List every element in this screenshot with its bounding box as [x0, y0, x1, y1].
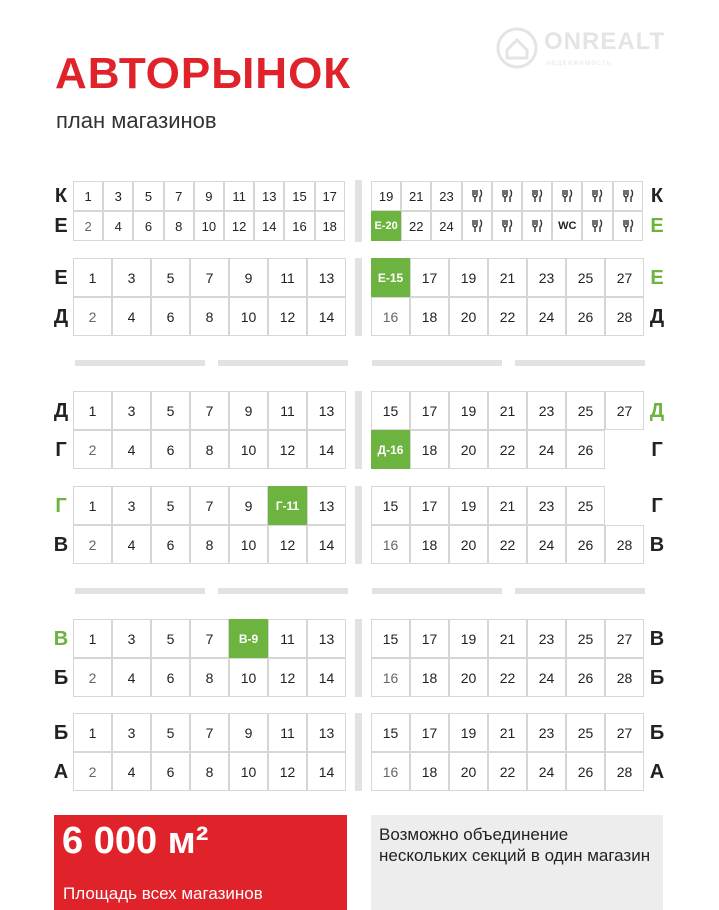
aisle-divider	[372, 588, 502, 594]
shop-cell[interactable]: 26	[566, 752, 605, 791]
shop-cell[interactable]: 8	[190, 752, 229, 791]
shop-cell[interactable]: 11	[268, 258, 307, 297]
aisle-divider	[515, 588, 645, 594]
fork-knife-icon	[470, 189, 484, 203]
food-court-cell[interactable]	[492, 211, 522, 241]
shop-cell[interactable]: 9	[229, 486, 268, 525]
shop-cell[interactable]: 22	[401, 211, 431, 241]
shop-cell[interactable]: 13	[307, 713, 346, 752]
shop-cell[interactable]: 19	[449, 619, 488, 658]
shop-cell[interactable]: 14	[307, 525, 346, 564]
shop-cell[interactable]: 9	[229, 258, 268, 297]
shop-cell[interactable]: 26	[566, 658, 605, 697]
fork-knife-icon	[500, 219, 514, 233]
shop-cell[interactable]: 13	[307, 391, 346, 430]
logo-subtext: недвижимость	[546, 58, 612, 67]
shop-cell[interactable]: 5	[151, 391, 190, 430]
row-label: Д	[649, 305, 665, 328]
shop-cell[interactable]: 4	[103, 211, 133, 241]
shop-cell[interactable]: 16	[371, 297, 410, 336]
shop-cell[interactable]: 19	[449, 258, 488, 297]
food-court-cell[interactable]	[522, 211, 552, 241]
shop-cell[interactable]: 18	[410, 297, 449, 336]
row-label: Д	[649, 399, 665, 422]
shop-cell[interactable]: 8	[190, 297, 229, 336]
row-label: Е	[54, 215, 68, 237]
shop-cell[interactable]: 17	[410, 391, 449, 430]
shop-cell[interactable]: 9	[194, 181, 224, 211]
shop-cell[interactable]: 23	[527, 713, 566, 752]
food-court-cell[interactable]	[582, 211, 612, 241]
shop-cell[interactable]: 1	[73, 181, 103, 211]
shop-cell[interactable]: 24	[527, 525, 566, 564]
shop-cell[interactable]: 4	[112, 525, 151, 564]
aisle-divider	[515, 360, 645, 366]
fork-knife-icon	[621, 219, 635, 233]
row-label: В	[649, 533, 665, 556]
shop-cell[interactable]: 17	[410, 258, 449, 297]
shop-cell[interactable]: 8	[190, 430, 229, 469]
shop-cell[interactable]: 19	[371, 181, 401, 211]
shop-cell-available[interactable]: Г-11	[268, 486, 307, 525]
shop-cell[interactable]: 20	[449, 525, 488, 564]
shop-cell[interactable]: 19	[449, 713, 488, 752]
shop-cell[interactable]: 1	[73, 619, 112, 658]
food-court-cell[interactable]	[522, 181, 552, 211]
shop-cell[interactable]: 17	[410, 486, 449, 525]
shop-cell[interactable]: 8	[190, 658, 229, 697]
shop-cell[interactable]: 25	[566, 619, 605, 658]
shop-cell[interactable]: 28	[605, 525, 644, 564]
shop-cell[interactable]: 1	[73, 391, 112, 430]
shop-cell[interactable]: 3	[112, 619, 151, 658]
shop-cell[interactable]: 7	[164, 181, 194, 211]
shop-cell[interactable]: 23	[431, 181, 461, 211]
shop-cell[interactable]: 14	[307, 658, 346, 697]
row-label: А	[53, 760, 69, 783]
center-aisle	[355, 619, 362, 697]
row-label: Б	[53, 721, 69, 744]
shop-cell[interactable]: 10	[229, 297, 268, 336]
shop-cell[interactable]: 17	[410, 619, 449, 658]
shop-cell[interactable]: 10	[229, 525, 268, 564]
shop-cell[interactable]: 12	[268, 525, 307, 564]
center-aisle	[355, 391, 362, 469]
shop-cell[interactable]: 21	[488, 619, 527, 658]
fork-knife-icon	[560, 189, 574, 203]
logo-text: ONREALT	[544, 28, 666, 55]
shop-cell[interactable]: 17	[315, 181, 345, 211]
shop-cell[interactable]: 24	[527, 752, 566, 791]
row-label: А	[649, 760, 665, 783]
shop-cell[interactable]: 3	[103, 181, 133, 211]
shop-cell[interactable]: 11	[268, 391, 307, 430]
shop-cell[interactable]: 22	[488, 658, 527, 697]
shop-cell[interactable]: 4	[112, 658, 151, 697]
shop-cell[interactable]: 27	[605, 258, 644, 297]
shop-cell[interactable]: 7	[190, 619, 229, 658]
shop-cell[interactable]: 15	[284, 181, 314, 211]
total-area-value: 6 000 м²	[62, 820, 209, 862]
shop-cell[interactable]: 3	[112, 391, 151, 430]
center-aisle	[355, 486, 362, 564]
shop-cell[interactable]: 16	[371, 658, 410, 697]
shop-cell[interactable]: 14	[307, 430, 346, 469]
shop-cell[interactable]: 23	[527, 258, 566, 297]
row-label: Б	[53, 666, 69, 689]
shop-cell[interactable]: 4	[112, 430, 151, 469]
food-court-cell[interactable]	[613, 211, 643, 241]
row-label: Г	[651, 494, 663, 517]
shop-cell[interactable]: 11	[268, 713, 307, 752]
shop-cell[interactable]: 19	[449, 391, 488, 430]
aisle-divider	[372, 360, 502, 366]
shop-cell[interactable]: 6	[151, 752, 190, 791]
shop-cell[interactable]: 5	[151, 486, 190, 525]
shop-cell[interactable]: 3	[112, 713, 151, 752]
shop-cell[interactable]: 27	[605, 391, 644, 430]
shop-cell[interactable]: 6	[151, 658, 190, 697]
shop-cell[interactable]: 10	[229, 658, 268, 697]
shop-cell[interactable]: 27	[605, 619, 644, 658]
shop-cell[interactable]: 18	[410, 525, 449, 564]
center-aisle	[355, 180, 362, 242]
shop-cell[interactable]: 5	[151, 619, 190, 658]
row-label: Г	[651, 438, 663, 461]
shop-cell[interactable]: 4	[112, 752, 151, 791]
shop-cell[interactable]: 5	[151, 713, 190, 752]
shop-cell[interactable]: 15	[371, 619, 410, 658]
aisle-divider	[75, 360, 205, 366]
row-label: К	[54, 185, 68, 207]
shop-cell[interactable]: 22	[488, 430, 527, 469]
food-court-cell[interactable]	[552, 181, 582, 211]
aisle-divider	[218, 360, 348, 366]
shop-cell[interactable]: 4	[112, 297, 151, 336]
shop-cell[interactable]: 3	[112, 486, 151, 525]
shop-cell[interactable]: 1	[73, 486, 112, 525]
shop-cell[interactable]: 17	[410, 713, 449, 752]
shop-cell[interactable]: 10	[229, 430, 268, 469]
shop-cell[interactable]: 26	[566, 297, 605, 336]
row-label: К	[650, 185, 664, 207]
shop-cell[interactable]: 12	[268, 658, 307, 697]
shop-cell[interactable]: 22	[488, 525, 527, 564]
shop-cell[interactable]: 25	[566, 258, 605, 297]
row-label: Г	[55, 494, 67, 517]
shop-cell[interactable]: 16	[371, 752, 410, 791]
shop-cell[interactable]: 21	[488, 713, 527, 752]
fork-knife-icon	[530, 219, 544, 233]
shop-cell[interactable]: 13	[307, 258, 346, 297]
shop-cell[interactable]: 5	[151, 258, 190, 297]
shop-cell[interactable]: 15	[371, 486, 410, 525]
shop-cell-available[interactable]: Е-20	[371, 211, 401, 241]
shop-cell[interactable]: 24	[527, 297, 566, 336]
shop-cell[interactable]: 21	[488, 391, 527, 430]
center-aisle	[355, 258, 362, 336]
shop-cell[interactable]: 1	[73, 713, 112, 752]
shop-cell[interactable]: 6	[151, 430, 190, 469]
shop-cell-available[interactable]: Е-15	[371, 258, 410, 297]
shop-cell[interactable]: 26	[566, 525, 605, 564]
shop-cell[interactable]: 28	[605, 297, 644, 336]
shop-cell-available[interactable]: В-9	[229, 619, 268, 658]
fork-knife-icon	[621, 189, 635, 203]
shop-cell[interactable]: 19	[449, 486, 488, 525]
shop-cell[interactable]: 16	[371, 525, 410, 564]
shop-cell[interactable]: 24	[431, 211, 461, 241]
house-icon	[496, 26, 538, 70]
shop-cell[interactable]: 21	[488, 258, 527, 297]
shop-cell[interactable]: 20	[449, 752, 488, 791]
row-label: В	[53, 533, 69, 556]
shop-cell[interactable]: 7	[190, 391, 229, 430]
shop-cell[interactable]: 9	[229, 713, 268, 752]
food-court-cell[interactable]	[462, 211, 492, 241]
shop-cell[interactable]: 14	[307, 752, 346, 791]
shop-cell[interactable]: 18	[315, 211, 345, 241]
shop-cell[interactable]: 2	[73, 752, 112, 791]
shop-cell[interactable]: 15	[371, 713, 410, 752]
food-court-cell[interactable]	[462, 181, 492, 211]
shop-cell[interactable]: 2	[73, 297, 112, 336]
shop-cell[interactable]: 6	[133, 211, 163, 241]
shop-cell[interactable]: 3	[112, 258, 151, 297]
shop-cell[interactable]: 11	[224, 181, 254, 211]
shop-cell[interactable]: 18	[410, 430, 449, 469]
row-label: Г	[55, 438, 67, 461]
shop-cell[interactable]: 18	[410, 752, 449, 791]
shop-cell[interactable]: 21	[401, 181, 431, 211]
shop-cell[interactable]: 26	[566, 430, 605, 469]
shop-cell[interactable]: 20	[449, 297, 488, 336]
fork-knife-icon	[590, 219, 604, 233]
shop-cell[interactable]: 2	[73, 658, 112, 697]
shop-cell[interactable]: 28	[605, 658, 644, 697]
shop-cell[interactable]: 9	[229, 391, 268, 430]
food-court-cell[interactable]	[613, 181, 643, 211]
row-label: Д	[53, 399, 69, 422]
shop-cell[interactable]: 14	[307, 297, 346, 336]
row-label: В	[649, 627, 665, 650]
shop-cell[interactable]: 23	[527, 619, 566, 658]
shop-cell[interactable]: 8	[190, 525, 229, 564]
shop-cell[interactable]: 7	[190, 486, 229, 525]
shop-cell[interactable]: 6	[151, 525, 190, 564]
shop-cell[interactable]: 8	[164, 211, 194, 241]
fork-knife-icon	[500, 189, 514, 203]
shop-cell[interactable]: 11	[268, 619, 307, 658]
shop-cell[interactable]: 7	[190, 713, 229, 752]
shop-cell[interactable]: 23	[527, 391, 566, 430]
row-label: Б	[649, 721, 665, 744]
shop-cell[interactable]: 13	[254, 181, 284, 211]
shop-cell[interactable]: 7	[190, 258, 229, 297]
merge-note-text: Возможно объединение нескольких секций в один магазин	[379, 825, 651, 865]
shop-cell[interactable]: 22	[488, 752, 527, 791]
row-label: Д	[53, 305, 69, 328]
shop-cell[interactable]: 25	[566, 486, 605, 525]
shop-cell[interactable]: 10	[194, 211, 224, 241]
shop-cell[interactable]: 27	[605, 713, 644, 752]
fork-knife-icon	[530, 189, 544, 203]
shop-cell[interactable]: 13	[307, 619, 346, 658]
fork-knife-icon	[590, 189, 604, 203]
shop-cell[interactable]: 28	[605, 752, 644, 791]
shop-cell[interactable]: 23	[527, 486, 566, 525]
total-area-label: Площадь всех магазинов	[63, 884, 263, 903]
shop-cell[interactable]: 13	[307, 486, 346, 525]
page-title: АВТОРЫНОК	[55, 49, 352, 98]
aisle-divider	[75, 588, 205, 594]
food-court-cell[interactable]	[582, 181, 612, 211]
shop-cell[interactable]: 14	[254, 211, 284, 241]
food-court-cell[interactable]	[492, 181, 522, 211]
shop-cell[interactable]: 12	[268, 430, 307, 469]
shop-cell[interactable]: 18	[410, 658, 449, 697]
row-label: Е	[650, 266, 664, 289]
row-label: В	[53, 627, 69, 650]
shop-cell[interactable]: 22	[488, 297, 527, 336]
shop-cell[interactable]: 2	[73, 525, 112, 564]
row-label: Б	[649, 666, 665, 689]
shop-cell[interactable]: 10	[229, 752, 268, 791]
page-subtitle: план магазинов	[56, 108, 217, 133]
shop-cell[interactable]: 24	[527, 430, 566, 469]
shop-cell[interactable]: 6	[151, 297, 190, 336]
brand-logo	[492, 24, 697, 72]
shop-cell[interactable]: WC	[552, 211, 582, 241]
shop-cell[interactable]: 12	[268, 297, 307, 336]
shop-cell-available[interactable]: Д-16	[371, 430, 410, 469]
shop-cell[interactable]: 12	[224, 211, 254, 241]
fork-knife-icon	[470, 219, 484, 233]
shop-cell[interactable]: 24	[527, 658, 566, 697]
row-label: Е	[650, 215, 664, 237]
shop-cell[interactable]: 20	[449, 658, 488, 697]
center-aisle	[355, 713, 362, 791]
shop-cell[interactable]: 12	[268, 752, 307, 791]
shop-cell[interactable]: 2	[73, 430, 112, 469]
shop-cell[interactable]: 16	[284, 211, 314, 241]
shop-cell[interactable]: 5	[133, 181, 163, 211]
row-label: Е	[54, 266, 68, 289]
shop-cell[interactable]: 2	[73, 211, 103, 241]
shop-cell[interactable]: 21	[488, 486, 527, 525]
shop-cell[interactable]: 20	[449, 430, 488, 469]
shop-cell[interactable]: 25	[566, 391, 605, 430]
aisle-divider	[218, 588, 348, 594]
shop-cell[interactable]: 25	[566, 713, 605, 752]
shop-cell[interactable]: 15	[371, 391, 410, 430]
shop-cell[interactable]: 1	[73, 258, 112, 297]
